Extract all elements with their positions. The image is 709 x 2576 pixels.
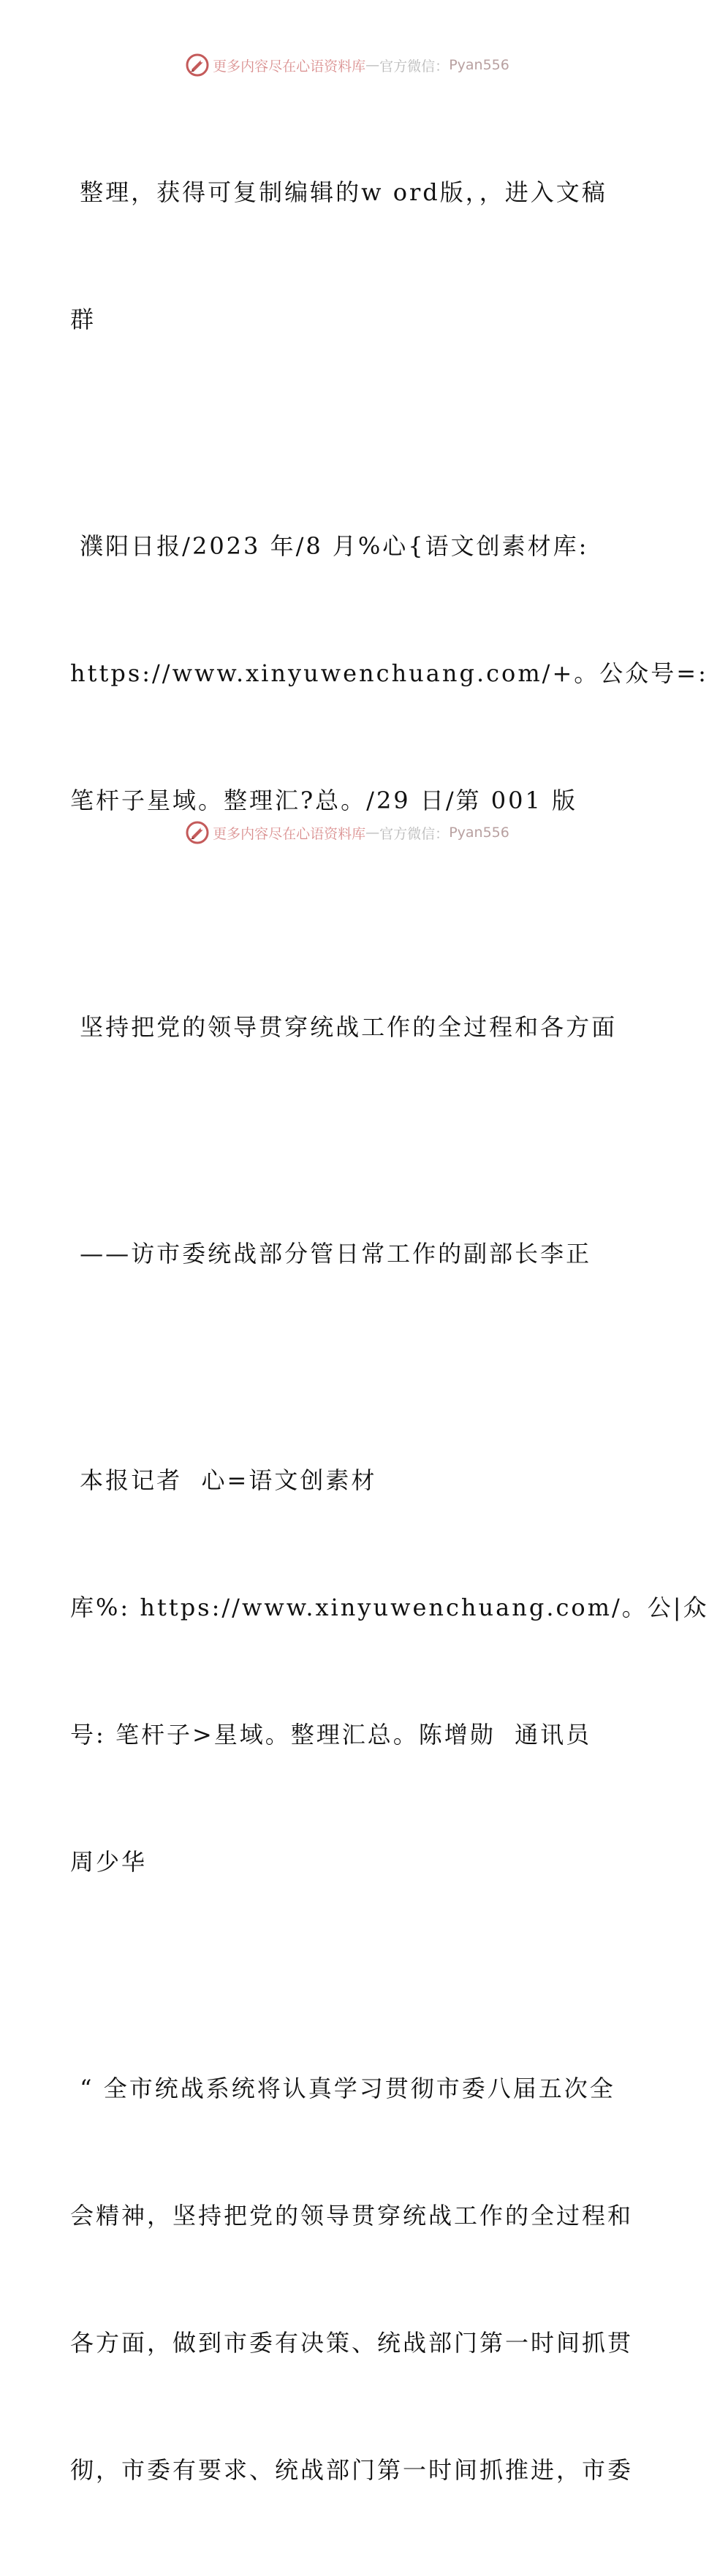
banner-sub-text: 官方微信： — [379, 58, 450, 75]
banner-main-text: 更多内容尽在心语资料库 — [213, 825, 366, 842]
text-line: “ 全市统战系统将认真学习贯彻市委八届五次全 — [70, 2075, 615, 2102]
paragraph-byline — [70, 1374, 709, 1968]
header-watermark — [0, 53, 694, 77]
text-line: 周少华 — [70, 1848, 148, 1876]
banner-dash: — — [365, 825, 380, 841]
footer-watermark — [0, 820, 694, 845]
text-line: 坚持把党的领导贯穿统战工作的全过程和各方面 — [70, 1013, 618, 1041]
ink-brush-logo-icon — [185, 820, 210, 845]
ink-brush-logo-icon — [185, 53, 210, 77]
text-line: 笔杆子星域。整理汇?总。/29 日/第 001 版 — [70, 787, 578, 814]
banner-main-text: 更多内容尽在心语资料库 — [213, 58, 366, 75]
text-line: 号: 笔杆子>星域。整理汇总。陈增勋 通讯员 — [70, 1721, 592, 1749]
text-line: 库%: https://www.xinyuwenchuang.com/。公|众 — [70, 1594, 709, 1621]
text-line: 濮阳日报/2023 年/8 月%心{语文创素材库: — [70, 532, 589, 560]
article-title — [70, 921, 626, 1133]
banner-sub-text: 官方微信： — [379, 825, 450, 842]
text-line: ——访市委统战部分管日常工作的副部长李正 — [70, 1240, 592, 1268]
banner-dash: — — [365, 57, 380, 73]
paragraph-body — [70, 1982, 634, 2576]
text-line: 各方面，做到市委有决策、统战部门第一时间抓贯 — [70, 2329, 634, 2357]
text-line: 群 — [70, 306, 96, 333]
text-line: 本报记者 心=语文创素材 — [70, 1466, 377, 1494]
banner-account: Pyan556 — [449, 825, 509, 841]
paragraph-intro — [70, 86, 626, 425]
text-line: https://www.xinyuwenchuang.com/+。公众号=: — [70, 659, 708, 687]
text-line: 彻，市委有要求、统战部门第一时间抓推进，市委 — [70, 2456, 634, 2484]
article-subtitle — [70, 1148, 626, 1360]
text-line: 整理，获得可复制编辑的w ord版，，进入文稿 — [70, 178, 607, 206]
text-line: 会精神，坚持把党的领导贯穿统战工作的全过程和 — [70, 2202, 634, 2230]
banner-account: Pyan556 — [449, 57, 509, 73]
document-body — [70, 86, 709, 2576]
